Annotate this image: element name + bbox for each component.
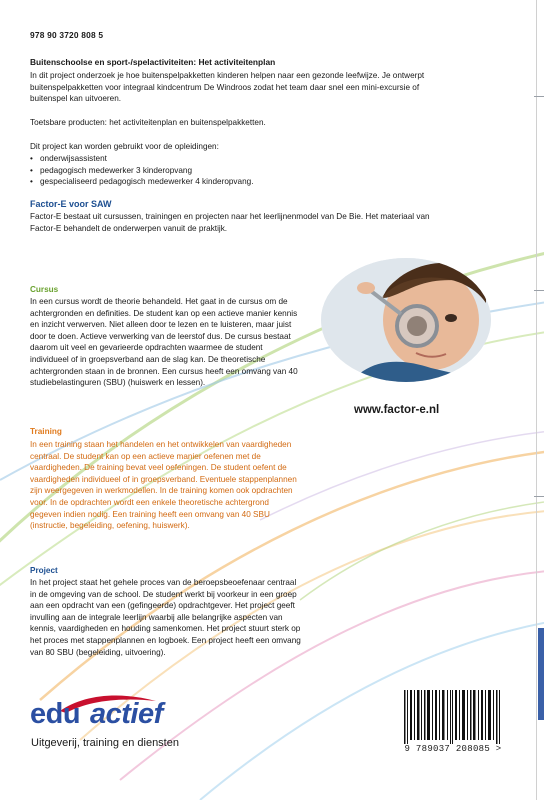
products-paragraph: Toetsbare producten: het activiteitenplan en buitenspelpakketten.: [30, 118, 266, 127]
factor-paragraph: Factor-E bestaat uit cursussen, trainingen en projecten naar het leerlijnenmodel van De Bie. Het materiaal van Factor-E behandelt de onderwerpen vanuit de praktijk.: [30, 212, 430, 233]
book-title: Buitenschoolse en sport-/spelactiviteiten: Het activiteitenplan: [30, 57, 276, 67]
programs-list: [30, 153, 253, 188]
project-heading: Project: [30, 566, 58, 575]
list-item: • onderwijsassistent: [30, 153, 253, 165]
barcode-bars: [396, 690, 510, 744]
training-heading: Training: [30, 427, 62, 436]
training-paragraph: In een training staan het handelen en het ontwikkelen van vaardigheden centraal. De student kan op een actieve manier oefenen met de vaardigheden. De training bevat veel oefeningen. De student oefent de vaardigheden individueel of in groepsverband. Eventuele stappenplannen zijn weergegeven in werkmodellen. In de training komen ook opdrachten voor. In de opdrachten wordt een enkele theoretische achtergrond gegeven indien nodig. Een training heeft een omvang van 40 SBU (instructie, begeleiding, oefening, huiswerk).: [30, 440, 297, 531]
photo-illustration: [321, 258, 491, 382]
spine-color-bar: [538, 628, 544, 720]
list-item: • gespecialiseerd pedagogisch medewerker 4 kinderopvang.: [30, 176, 253, 188]
list-item: • pedagogisch medewerker 3 kinderopvang: [30, 165, 253, 177]
factor-heading: Factor-E voor SAW: [30, 199, 112, 209]
intro-paragraph: In dit project onderzoek je hoe buitenspelpakketten kinderen helpen naar een gezonde leefwijze. Je ontwerpt buitenspelpakketten voor integraal kindcentrum De Windroos zodat het team daar snel een mini-excursie of buitenspel kan uitvoeren.: [30, 71, 425, 104]
eduactief-logo: [30, 693, 230, 773]
trim-line: [536, 0, 537, 800]
cursus-paragraph: In een cursus wordt de theorie behandeld. Het gaat in de cursus om de achtergronden en definities. De student kan op een actieve manier kennis en inzicht verwerven. Niet alleen door te lezen en te luisteren, maar juist door te doen. Actieve verwerking van de leerstof dus. De cursus bestaat daarom uit veel en gevarieerde opdrachten waarmee de student individueel of in groepsverband aan de slag kan. De theoretische achtergronden staan in de bronnen. Een cursus heeft een omvang van 40 studiebelastinguren (SBU) (huiswerk en lessen).: [30, 297, 298, 388]
logo-edu-text: edu: [30, 698, 81, 730]
trim-mark: [534, 96, 544, 97]
logo-tagline: Uitgeverij, training en diensten: [31, 737, 179, 749]
trim-mark: [534, 496, 544, 497]
logo-actief-text: actief: [90, 698, 163, 730]
cursus-heading: Cursus: [30, 285, 59, 294]
isbn-barcode: [396, 690, 510, 762]
trim-mark: [534, 290, 544, 291]
barcode-number: 9 789037 208085 >: [404, 744, 502, 754]
child-magnifier-photo: [321, 258, 491, 382]
usage-intro: Dit project kan worden gebruikt voor de opleidingen:: [30, 142, 219, 151]
website-link[interactable]: www.factor-e.nl: [354, 404, 440, 416]
project-paragraph: In het project staat het gehele proces van de beroepsbeoefenaar centraal in de omgeving van de school. De student werkt bij voorkeur in een groep aan een opdracht van een (gefingeerde) opdrachtgever. Het project geeft invulling aan de integrale leerlijn waarbij alle belangrijke aspecten van kennis, vaardigheden en houding samenkomen. Het project stuurt sterk op het proces met stappenplannen en logboek. Een project heeft een omvang van 80 SBU (begeleiding, uitvoering).: [30, 578, 301, 657]
isbn: 978 90 3720 808 5: [30, 30, 104, 40]
